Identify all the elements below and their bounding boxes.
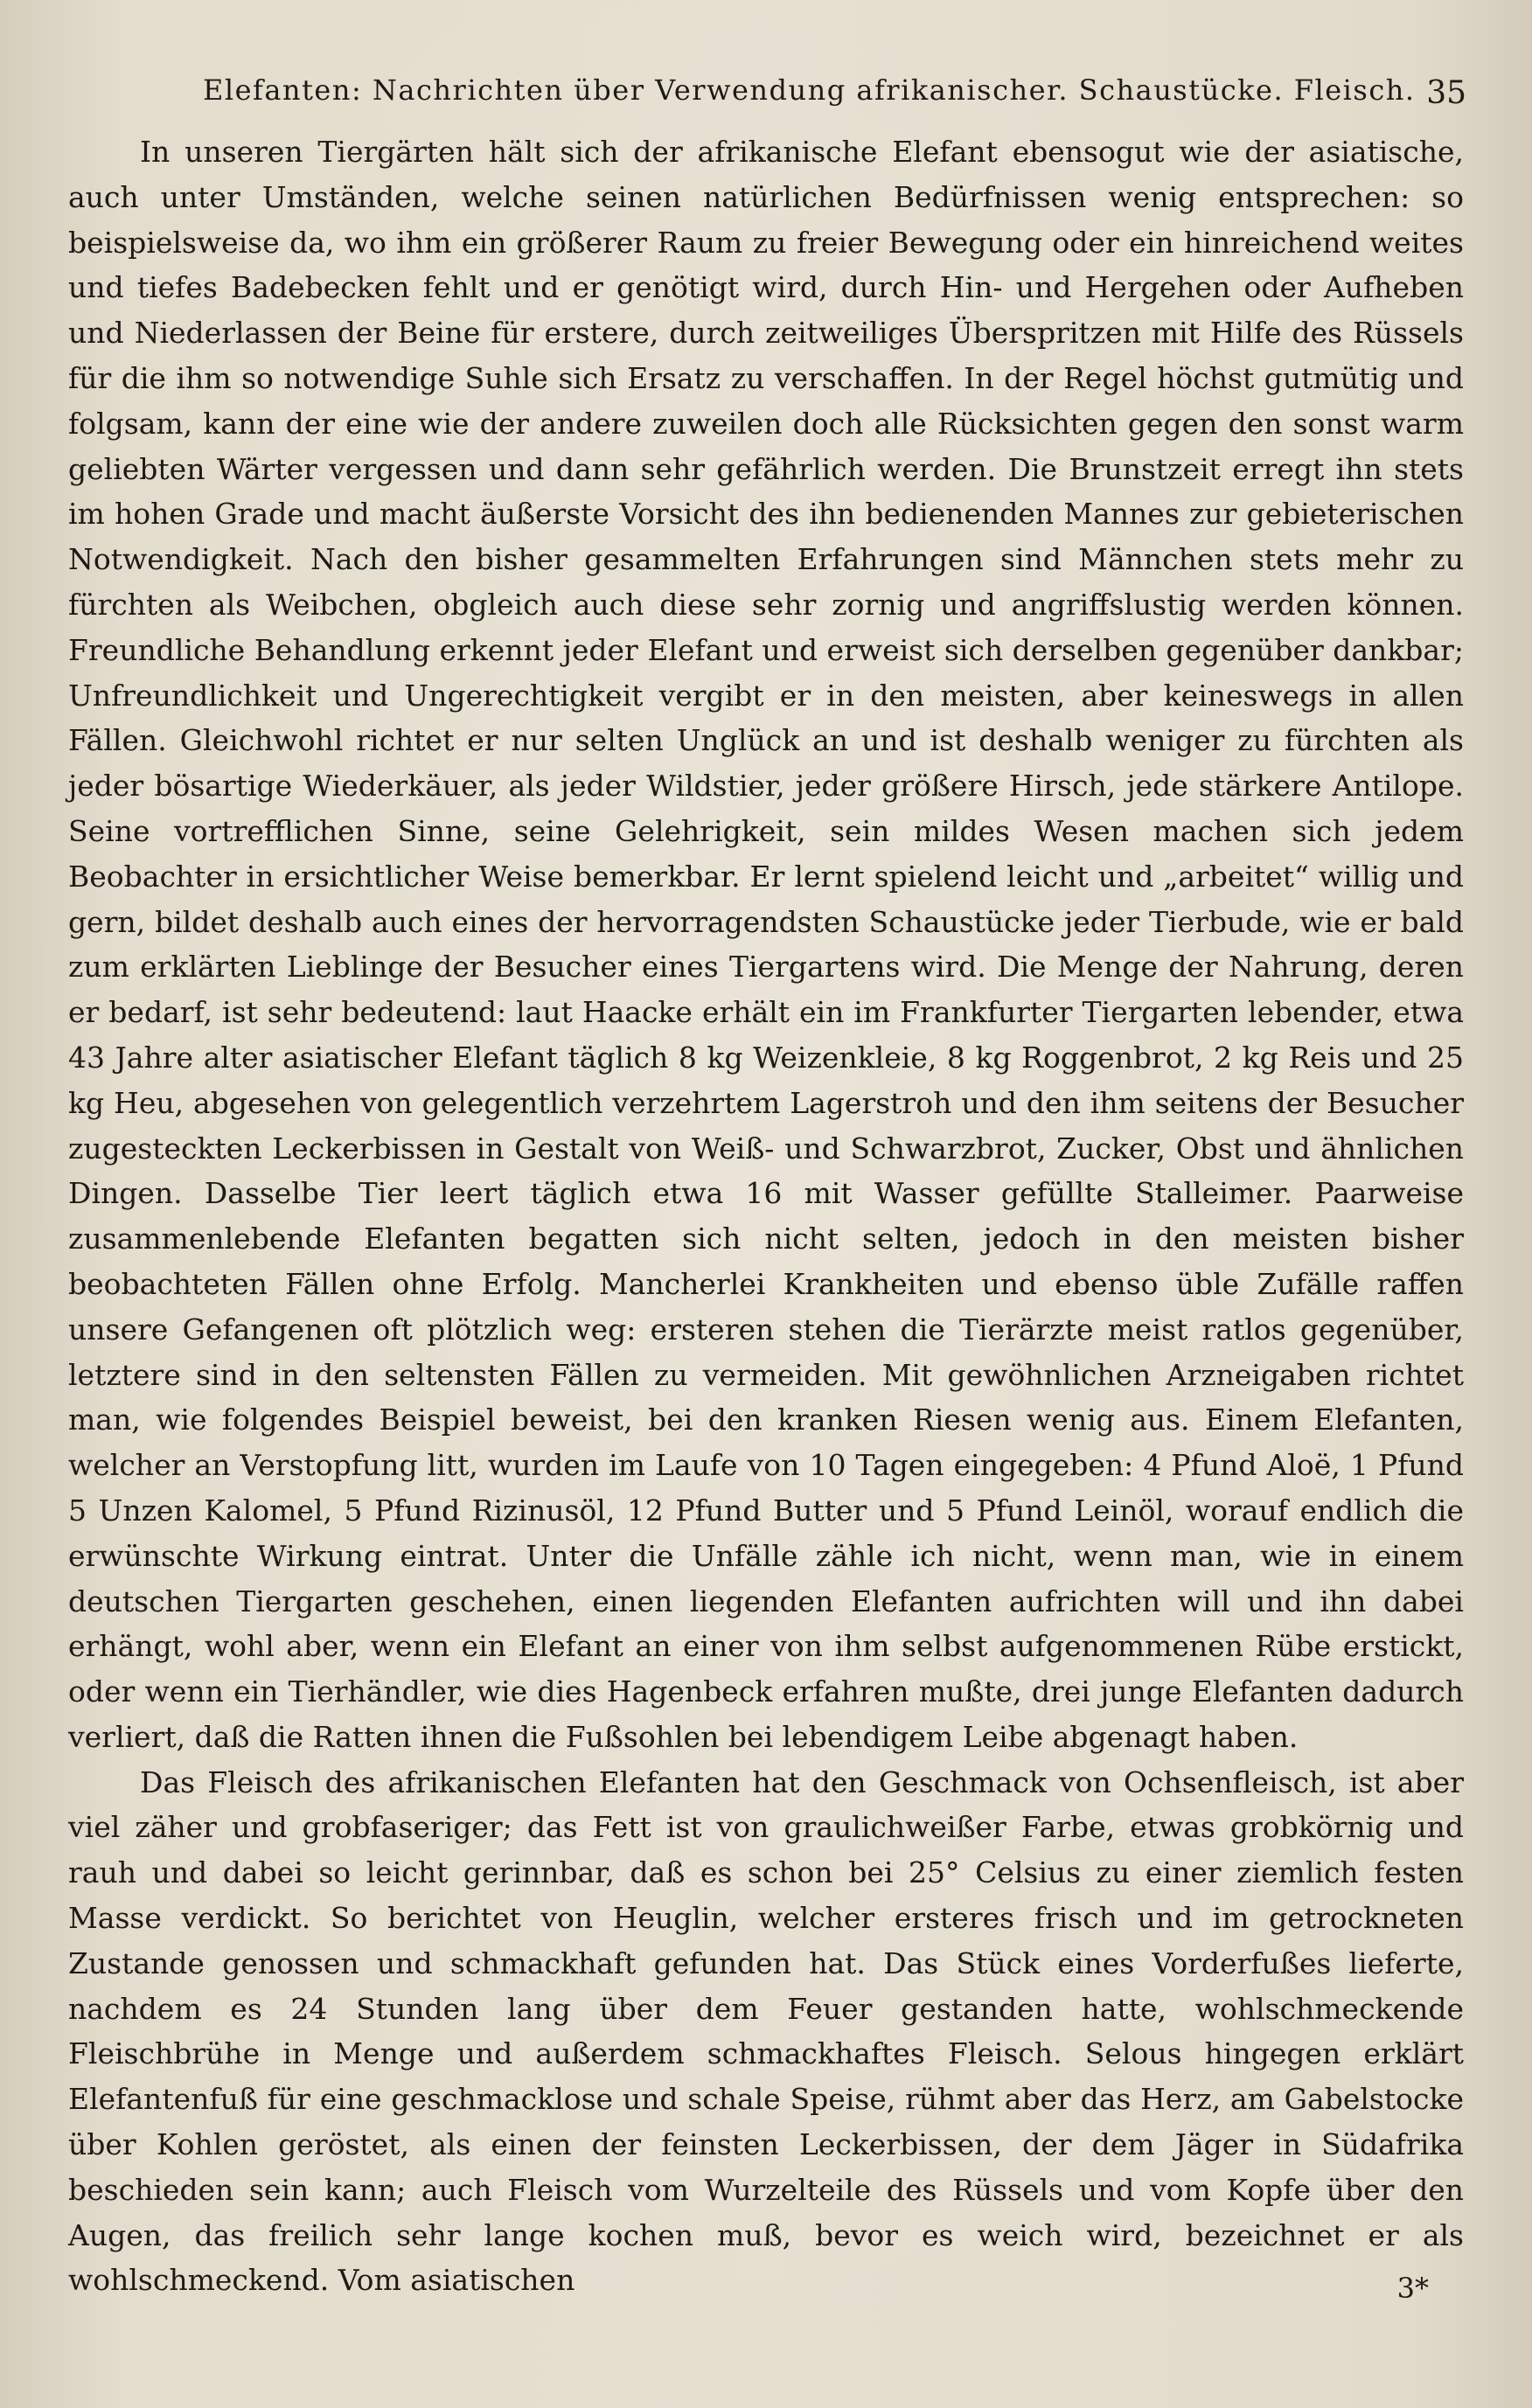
signature-mark: 3* bbox=[1396, 2272, 1429, 2305]
body-text bbox=[68, 129, 1464, 2303]
paragraph-zoo-keeping: In unseren Tiergärten hält sich der afrikanische Elefant ebensogut wie der asiatische, auch unter Umständen, welche seinen natürlichen Bedürfnissen wenig entsprechen: so beispielsweise da, wo ihm ein größerer Raum zu freier Bewegung oder ein hinreichend weites und tiefes Badebecken fehlt und er genötigt wird, durch Hin- und Hergehen oder Aufheben und Niederlassen der Beine für erstere, durch zeitweiliges Überspritzen mit Hilfe des Rüssels für die ihm so notwendige Suhle sich Ersatz zu verschaffen. In der Regel höchst gutmütig und folgsam, kann der eine wie der andere zuweilen doch alle Rücksichten gegen den sonst warm geliebten Wärter vergessen und dann sehr gefährlich werden. Die Brunstzeit erregt ihn stets im hohen Grade und macht äußerste Vorsicht des ihn bedienenden Mannes zur gebieterischen Notwendigkeit. Nach den bisher gesammelten Erfahrungen sind Männchen stets mehr zu fürchten als Weibchen, obgleich auch diese sehr zornig und angriffslustig werden können. Freundliche Behandlung erkennt jeder Elefant und erweist sich derselben gegenüber dankbar; Unfreundlichkeit und Ungerechtigkeit vergibt er in den meisten, aber keineswegs in allen Fällen. Gleichwohl richtet er nur selten Unglück an und ist deshalb weniger zu fürchten als jeder bösartige Wiederkäuer, als jeder Wildstier, jeder größere Hirsch, jede stärkere Antilope. Seine vortrefflichen Sinne, seine Gelehrigkeit, sein mildes Wesen machen sich jedem Beobachter in ersichtlicher Weise bemerkbar. Er lernt spielend leicht und „arbeitet“ willig und gern, bildet deshalb auch eines der hervorragendsten Schaustücke jeder Tierbude, wie er bald zum erklärten Lieblinge der Besucher eines Tiergartens wird. Die Menge der Nahrung, deren er bedarf, ist sehr bedeutend: laut Haacke erhält ein im Frankfurter Tiergarten lebender, etwa 43 Jahre alter asiatischer Elefant täglich 8 kg Weizenkleie, 8 kg Roggenbrot, 2 kg Reis und 25 kg Heu, abgesehen von gelegentlich verzehrtem Lagerstroh und den ihm seitens der Besucher zugesteckten Leckerbissen in Gestalt von Weiß- und Schwarzbrot, Zucker, Obst und ähnlichen Dingen. Dasselbe Tier leert täglich etwa 16 mit Wasser gefüllte Stalleimer. Paarweise zusammenlebende Elefanten begatten sich nicht selten, jedoch in den meisten bisher beobachteten Fällen ohne Erfolg. Mancherlei Krankheiten und ebenso üble Zufälle raffen unsere Gefangenen oft plötzlich weg: ersteren stehen die Tierärzte meist ratlos gegenüber, letztere sind in den seltensten Fällen zu vermeiden. Mit gewöhnlichen Arzneigaben richtet man, wie folgendes Beispiel beweist, bei den kranken Riesen wenig aus. Einem Elefanten, welcher an Verstopfung litt, wurden im Laufe von 10 Tagen eingegeben: 4 Pfund Aloë, 1 Pfund 5 Unzen Kalomel, 5 Pfund Rizinusöl, 12 Pfund Butter und 5 Pfund Leinöl, worauf endlich die erwünschte Wirkung eintrat. Unter die Unfälle zähle ich nicht, wenn man, wie in einem deutschen Tiergarten geschehen, einen liegenden Elefanten aufrichten will und ihn dabei erhängt, wohl aber, wenn ein Elefant an einer von ihm selbst aufgenommenen Rübe erstickt, oder wenn ein Tierhändler, wie dies Hagenbeck erfahren mußte, drei junge Elefanten dadurch verliert, daß die Ratten ihnen die Fußsohlen bei lebendigem Leibe abgenagt haben. bbox=[68, 135, 1464, 1754]
page-number: 35 bbox=[1426, 75, 1466, 111]
paragraph-meat: Das Fleisch des afrikanischen Elefanten hat den Geschmack von Ochsenfleisch, ist aber viel zäher und grobfaseriger; das Fett ist von graulichweißer Farbe, etwas grobkörnig und rauh und dabei so leicht gerinnbar, daß es schon bei 25° Celsius zu einer ziemlich festen Masse verdickt. So berichtet von Heuglin, welcher ersteres frisch und im getrockneten Zustande genossen und schmackhaft gefunden hat. Das Stück eines Vorderfußes lieferte, nachdem es 24 Stunden lang über dem Feuer gestanden hatte, wohlschmeckende Fleischbrühe in Menge und außerdem schmackhaftes Fleisch. Selous hingegen erklärt Elefantenfuß für eine geschmacklose und schale Speise, rühmt aber das Herz, am Gabelstocke über Kohlen geröstet, als einen der feinsten Leckerbissen, der dem Jäger in Südafrika beschieden sein kann; auch Fleisch vom Wurzelteile des Rüssels und vom Kopfe über den Augen, das freilich sehr lange kochen muß, bevor es weich wird, bezeichnet er als wohlschmeckend. Vom asiatischen bbox=[68, 1764, 1464, 2298]
running-head: Elefanten: Nachrichten über Verwendung afrikanischer. Schaustücke. Fleisch. bbox=[203, 73, 1416, 107]
